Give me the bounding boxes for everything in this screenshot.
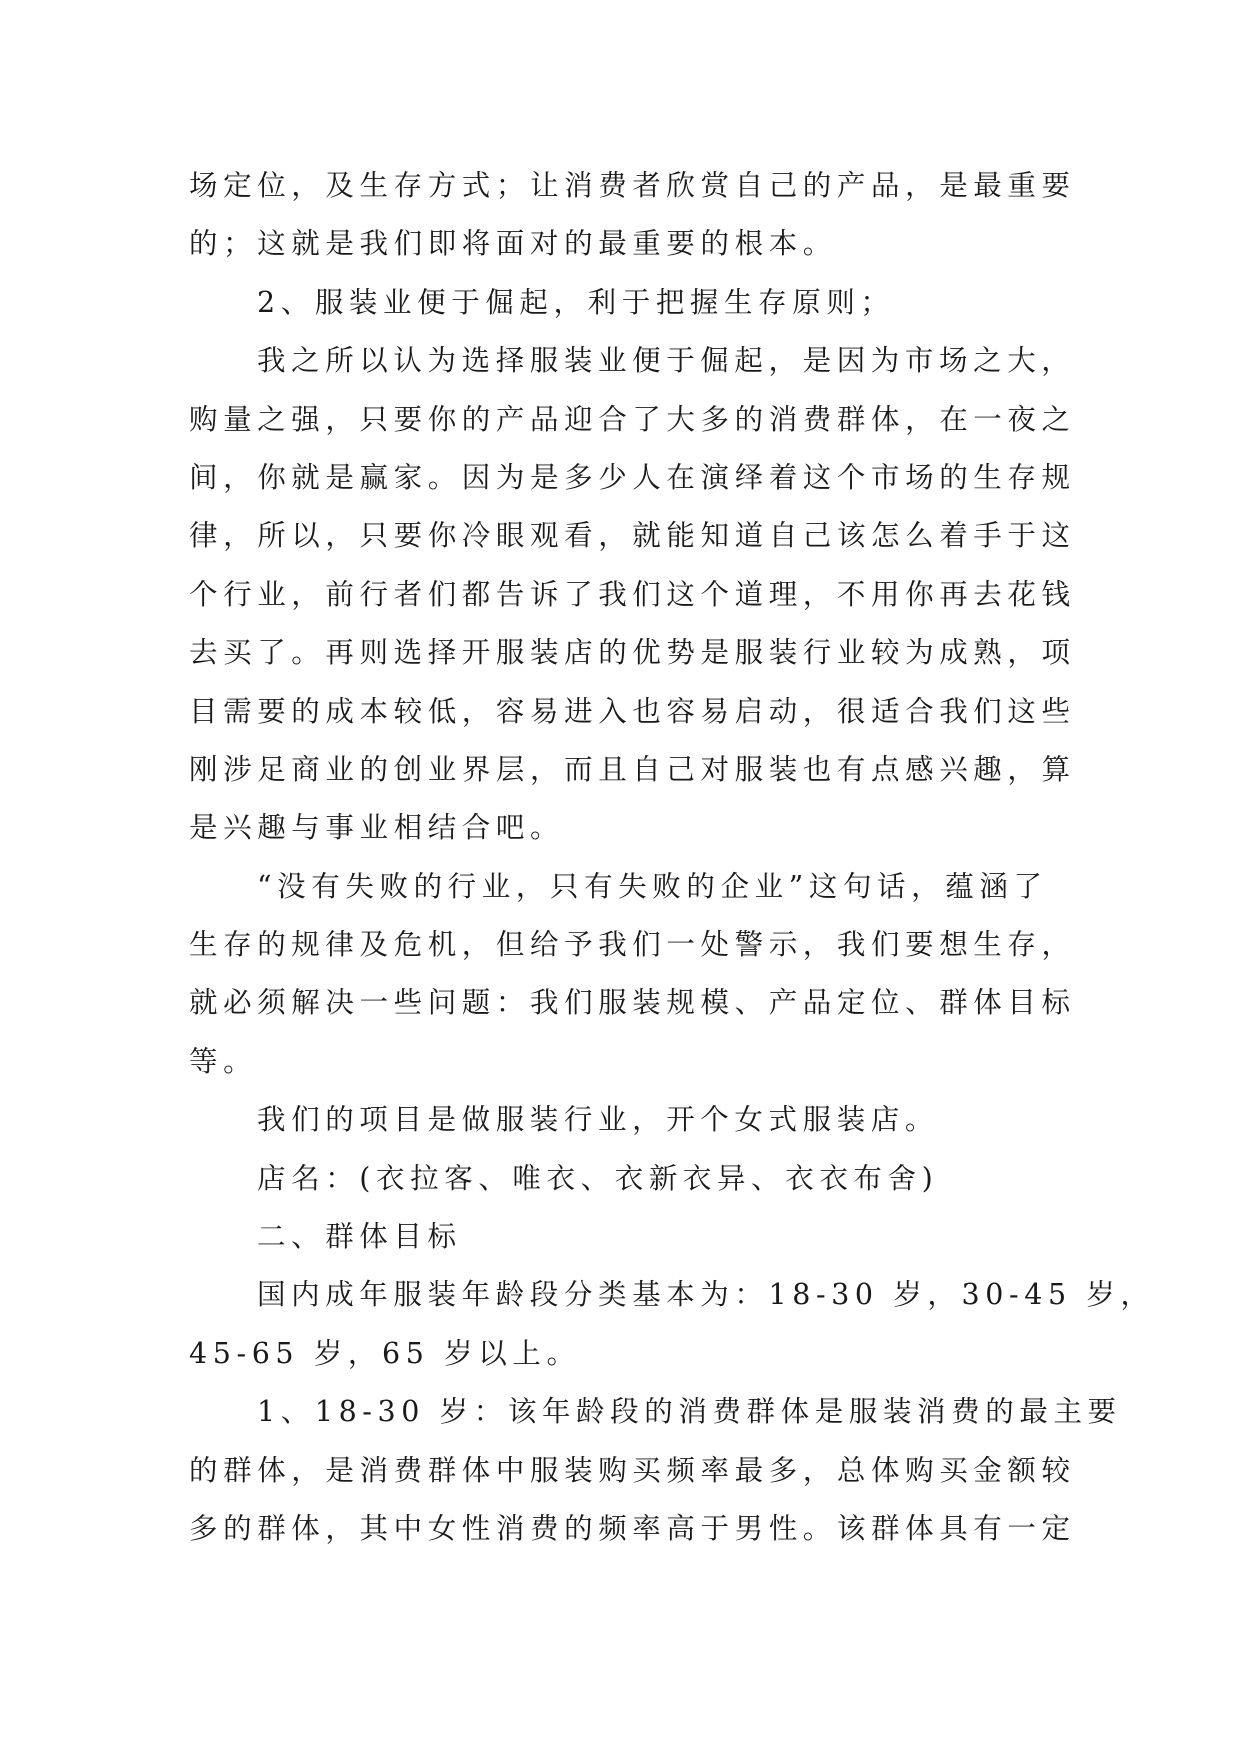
text-line: 刚涉足商业的创业界层，而且自己对服装也有点感兴趣，算 <box>189 752 1076 786</box>
text-line: 购量之强，只要你的产品迎合了大多的消费群体，在一夜之 <box>189 402 1076 436</box>
text-line: 的；这就是我们即将面对的最重要的根本。 <box>189 227 837 261</box>
text-line: 目需要的成本较低，容易进入也容易启动，很适合我们这些 <box>189 694 1076 728</box>
text-line: 就必须解决一些问题：我们服装规模、产品定位、群体目标 <box>189 986 1076 1020</box>
text-line: 的群体，是消费群体中服装购买频率最多，总体购买金额较 <box>189 1453 1076 1487</box>
text-line: 多的群体，其中女性消费的频率高于男性。该群体具有一定 <box>189 1511 1076 1545</box>
text-line: 我之所以认为选择服装业便于倔起，是因为市场之大， <box>257 344 1076 378</box>
section-heading: 2、服装业便于倔起，利于把握生存原则； <box>257 285 895 319</box>
section-heading: 二、群体目标 <box>257 1220 462 1254</box>
text-line: 店名：(衣拉客、唯衣、衣新衣异、衣衣布舍) <box>257 1161 939 1195</box>
text-line: 1、18-30 岁：该年龄段的消费群体是服装消费的最主要 <box>257 1395 1122 1429</box>
text-line: 是兴趣与事业相结合吧。 <box>189 811 565 845</box>
text-line: 45-65 岁，65 岁以上。 <box>189 1336 581 1370</box>
text-line: 我们的项目是做服装行业，开个女式服装店。 <box>257 1103 940 1137</box>
text-line: 生存的规律及危机，但给予我们一处警示，我们要想生存， <box>189 928 1076 962</box>
text-line: 场定位，及生存方式；让消费者欣赏自己的产品，是最重要 <box>189 169 1076 202</box>
text-line: 律，所以，只要你冷眼观看，就能知道自己该怎么着手于这 <box>189 519 1076 553</box>
text-line: 等。 <box>189 1044 258 1078</box>
body-text <box>189 157 1155 1558</box>
text-line: 国内成年服装年龄段分类基本为：18-30 岁，30-45 岁， <box>257 1278 1155 1312</box>
text-line: 去买了。再则选择开服装店的优势是服装行业较为成熟，项 <box>189 636 1076 670</box>
text-line: 个行业，前行者们都告诉了我们这个道理，不用你再去花钱 <box>189 577 1076 611</box>
text-line: “没有失败的行业，只有失败的企业”这句话，蕴涵了 <box>257 869 1048 903</box>
text-line: 间，你就是赢家。因为是多少人在演绎着这个市场的生存规 <box>189 460 1076 494</box>
